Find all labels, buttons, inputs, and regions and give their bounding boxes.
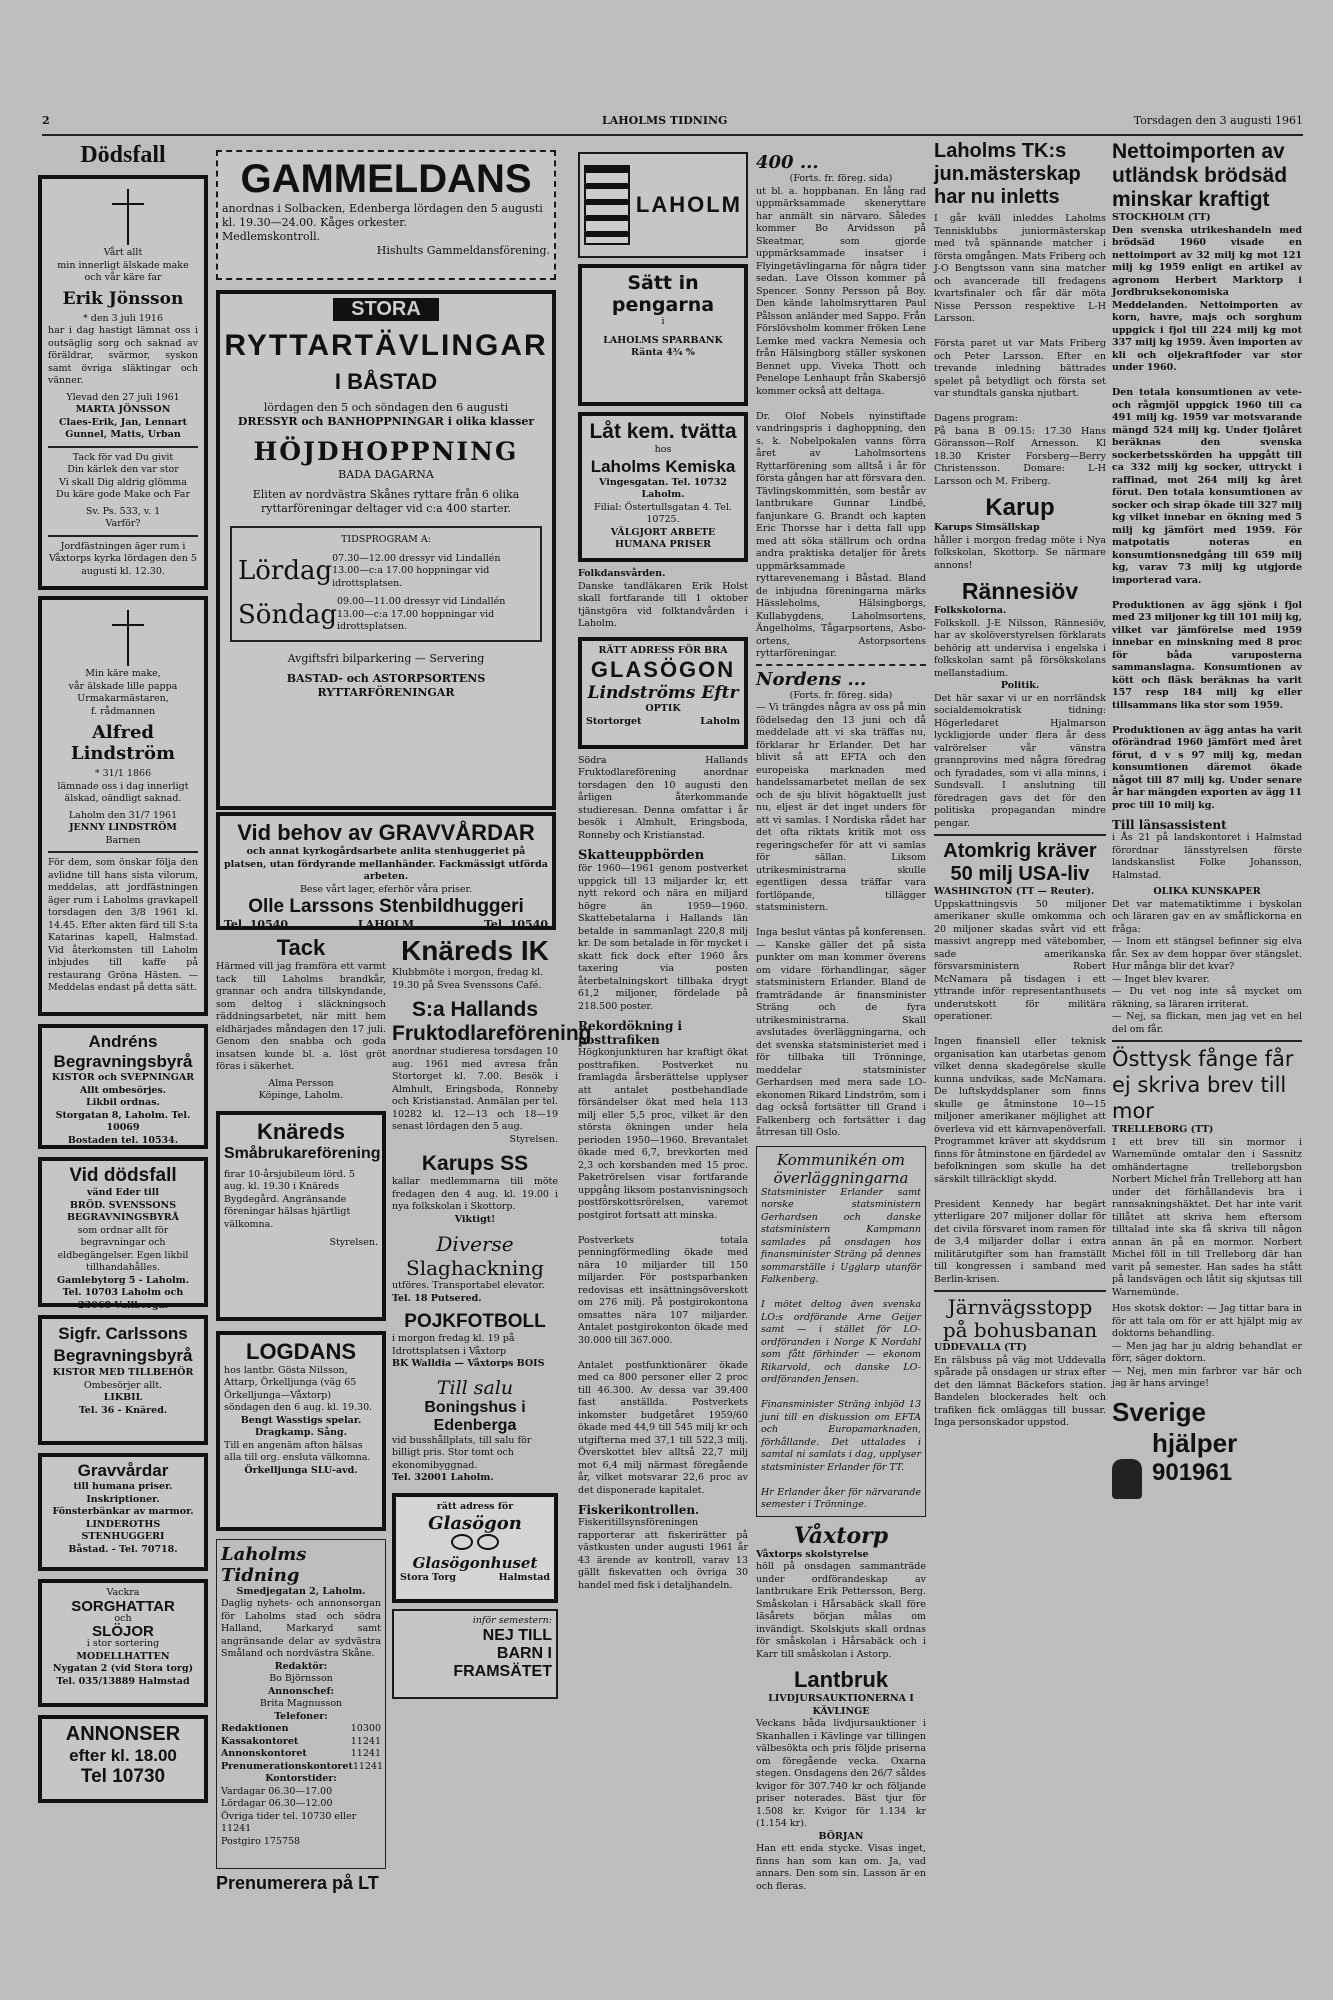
notice-title: Tack: [276, 935, 326, 960]
article-text: höll på onsdagen sammanträde under ordförandeskap av lantbrukare Erik Pettersson, Berg. Småskolan i Hårsabäck skall före läsårets början målas om invändigt. Skolskjuts skall ordnas för småskolan i Hårsabäck och i Karr till småskolan i Astorp.: [756, 1561, 926, 1660]
ad-line: och: [114, 1612, 132, 1624]
ad-name: Lindströms Eftr: [587, 683, 739, 703]
ad-svenssons: [38, 1157, 208, 1311]
ad-line: till humana priser.: [73, 1481, 173, 1492]
subscribe-slogan: Prenumerera på LT: [216, 1872, 379, 1893]
ad-line: pengarna: [611, 294, 715, 316]
article-title: Järnvägsstopp på bohusbanan: [942, 1295, 1098, 1342]
ad-line: LIKBIL: [103, 1392, 143, 1403]
ad-line: BARN I: [496, 1645, 552, 1662]
ad-sign: Styrelsen.: [329, 1237, 378, 1248]
article-text: En rälsbuss på väg mot Uddevalla spårade på onsdagen ur strax efter det den lämnat Bäckefors station. Bandelen blockerades helt och trafiken fick omläggas till bussar. Inga personskador uppstod.: [934, 1354, 1106, 1428]
article-text: — Vi trängdes några av oss på min födelsedag den 13 juni och då meddelade att vi ska träffas nu, förklarar hr Erlander. Det har blivit så att EFTA och den europeiska marknaden med handelssamarbetet mellan de sex och de sju blivit högaktuellt just nu, eljest är det inget unders för att vi samlas. I Nordiska rådet har det ofta riktats kritik mot oss regeringschefer för att vi samlas för sällan. Liksom utrikesministrarna skulle egentligen dessa träffar vara fortlöpande, tillägger statsministern. Inga beslut väntas på konferensen. — Kanske gäller det på sista punkter om man kommer överens om vidare förhandlingar, säger statsministern Erlander. Bland de framträdande är finansminister Sträng och de fyra utrikesministrarna. Skall avslutades överläggningarna, och det svenska statsministeriet med i för tillbaka till Trönninge, meddelar statsminister Gerhardsen med mera sade LO-ekonomen Rikard Lindström, som i dag också fortsätter till Grand i Falkenberg och fortsätter i dag åtrresan till Oslo.: [756, 702, 926, 1138]
ad-name: Laholms Kemiska: [590, 456, 736, 476]
article-text: för 1960—1961 genom postverket uppgick till 13 miljarder kr, ett nytt rekord och nära en miljard högre än 1959—1960. Skattebetalarna i Hallands län betalde in sammanlagt 220,8 milj kr. De som betalade in för mycket i skatt fick dock efter 1960 års taxering via posten återbetalningskort tillbaka drygt 61,2 miljoner, fördelade på 218.500 poster.: [578, 863, 748, 1012]
ad-text: Till en angenäm afton hälsas alla till org. ensluta välkomna.: [224, 1439, 371, 1463]
column-2a: [216, 935, 386, 1955]
notice-text: vid busshållplats, till salu för billigt pris. Stor tomt och ekonomibyggnad.: [392, 1434, 532, 1471]
article-subtitle: Politik.: [1000, 680, 1040, 691]
obit-intro: Vårt allt min innerligt älskade make och vår käre far: [57, 247, 189, 283]
masthead-info: [216, 1539, 386, 1869]
column-obituaries: [38, 142, 208, 1952]
ad-line: Storgatan 8, Laholm. Tel. 10069: [55, 1109, 191, 1133]
ad-text: lördagen den 5 och söndagen den 6 augusti: [263, 401, 509, 414]
ad-line: hos: [654, 444, 672, 455]
page-header: [42, 108, 1303, 136]
program-item: 13.00—c:a 17.00 hoppningar vid idrottsplatsen.: [337, 608, 495, 632]
ad-org: BASTAD- och ASTORPSORTENS RYTTARFÖRENINGAR: [286, 671, 486, 699]
ad-line: KISTOR MED TILLBEHÖR: [52, 1367, 194, 1378]
ad-title: Glasögon: [428, 1513, 522, 1534]
notice-text: BK Walldia — Våxtorps BOIS: [392, 1358, 545, 1369]
notice-text: anordnar studieresa torsdagen 10 aug. 1961 med avresa från Stortorget kl. 7.00. Besök i Almhult, Eringsboda, Ronneby och Kristianstad. Anmälan per tel. 10282 kl. 12—13 och 18—19 senast lördagen den 5 aug.: [392, 1046, 558, 1132]
obit-family: Claes-Erik, Jan, Lennart Gunnel, Matts, Urban: [59, 416, 187, 440]
ad-address: Filial: Östertullsgatan 4. Tel. 10725.: [594, 501, 732, 525]
ad-sparbank: [578, 264, 748, 406]
article-title: 400 ...: [756, 152, 819, 173]
ad-line: Bostaden tel. 10534.: [67, 1134, 179, 1146]
cross-icon: [48, 185, 198, 247]
notice-sign: Styrelsen.: [509, 1133, 558, 1145]
article-text: Det här saxar vi ur en norrländsk socialdemokratisk tidning: Högerledaret Hjalmarson lyckligjorde under flera år dess valrörelser vår vänstra grannprovins med några föredrag och fyradades, som vi alla minns, i Sundsvall. I anslutning till föredragen gavs det för den politiska propagandan mindre pengar.: [934, 692, 1106, 829]
ad-line: Allt ombesörjes.: [79, 1084, 167, 1096]
phone-value: 11241: [350, 1735, 381, 1747]
column-3: [578, 152, 748, 1952]
notice-text: Klubbmöte i morgon, fredag kl. 19.30 på Svea Svenssons Café.: [392, 967, 544, 991]
article-text: På bana B 09.15: 17.30 Hans Göransson—Rolf Arnesson. Kl 18.30 Krister Forsberg—Berry Christensson. Domare: L-H Larsson och M. Friberg.: [934, 425, 1106, 487]
column-5: [934, 140, 1106, 1952]
section-title: Diverse: [436, 1232, 514, 1256]
ad-subtitle: I BÅSTAD: [334, 369, 438, 394]
ad-text: Eliten av nordvästra Skånes ryttare från 6 olika ryttarföreningar deltager vid c:a 400 starter.: [252, 488, 520, 515]
info-line: Redaktör:: [274, 1660, 328, 1672]
phone-label: Kassakontoret: [221, 1735, 299, 1747]
article-subtitle: BÖRJAN: [818, 1830, 864, 1842]
article-title: Rännesiöv: [961, 578, 1079, 604]
ad-title: Låt kem. tvätta: [589, 420, 737, 443]
notice-text: i morgon fredag kl. 19 på Idrottsplatsen i Våxtorp: [392, 1333, 515, 1357]
ad-title: Vid dödsfall: [69, 1165, 177, 1186]
page-number: 2: [42, 114, 50, 127]
article-text: Danske tandläkaren Erik Holst skall fortfarande till 1 oktober tjänstgöra vid folktandvården i Laholm.: [578, 580, 748, 629]
ad-city: Laholm: [700, 715, 740, 727]
ad-phone: Tel. 10540: [483, 918, 548, 931]
article-text: Den svenska utrikeshandeln med brödsäd 1960 visade en nettoimport av 32 milj kg mot 121 milj kg 1959 enligt en artikel av agronom Herbert Marktorp i Jordbruksekonomiska Meddelanden. Nettoimporten av korn, havre, majs och sorghum uppgick i fjol till 224 milj kg mot 337 milj kg 1959. Även importen av kli och oljekraftfoder var stor under 1960. Den totala konsumtionen av vete- och rågmjöl uppgick 1960 till ca 491 milj kg. 1959 var motsvarande mängd 524 milj kg. Under fjolåret beräknas den svenska sockerbetsskörden ha uppgått till ca 332 milj kg socker, uttryckt i raffinad, mot 264 milj kg året förut. Den totala konsumtionen av socker och sirap ökade till 327 milj kg vilket innebar en ökning med 5 milj kg jämfört med 1959. För matpotatis noteras en konsumtionsnedgång till 659 milj kg, varav 73 milj kg utgjorde importerad vara. Produktionen av ägg sjönk i fjol med 23 miljoner kg till 101 milj kg, vilket var jämförelse med 1959 innebar en minskning med 8 proc för båda varuposterna sammanslagna. Konsumtionen av kött och fläsk beräknas ha varit 157 resp 184 milj kg eller tillsammans lika stor som 1959. Produktionen av ägg antas ha varit oförändrad 1960 jämfört med året förut, d v s 97 milj kg, medan konsumtionen däremot ökade något till 87 milj kg. Under senare år har mängden exporten av ägg 11 proc till 10 milj kg.: [1112, 224, 1302, 811]
ad-text: Dragkamp. Sång.: [255, 1427, 347, 1438]
article-title: Skatteuppbörden: [578, 848, 705, 863]
info-line: Telefoner:: [274, 1710, 328, 1722]
ad-title: Knäreds: [256, 1118, 346, 1144]
obit-date: Laholm den 31/7 1961: [68, 809, 178, 821]
notice-text: Härmed vill jag framföra ett varmt tack till Laholms brandkår, grannar och andra tillskyndande, som deltog i släckningsoch räddningsarbetet, när mitt hem eldhärjades måndagen den 17 juli. Genom den snabba och goda insatsen kunde bl. a. löst gröt föras i säkerhet.: [216, 961, 386, 1072]
notice-title: POJKFOTBOLL: [404, 1311, 546, 1332]
ad-line: efter kl. 18.00: [69, 1746, 177, 1765]
program-item: 13.00—c:a 17.00 hoppningar vid idrottsplatsen.: [332, 565, 490, 589]
article-text: Högkonjunkturen har kraftigt ökat posttrafiken. Postverket nu framlagda årsberättelse upplyser att antalet postbehandlade försändelser ökat med hela 113 milj eller 5,5 proc, vilket är den största ökningen under hela perioden 1950—1960. Brevantalet ökade med 6,7, brevkorten med 2,3 och korsbanden med 15 proc. Paketrörelsen visar fortfarande uppgång liksom postanvisningsoch postförskottsrörelsen, varemot postgirot fortsatt att minska. Postverkets totala penningförmedling ökade med nära 10 miljarder till 150 miljarder. För postsparbanken redovisas ett insättningsöverskott om 276 milj. På postgirokontona omsattes nära 107 miljarder. Antalet postgirokonton ökade med 30.000 till 367.000. Antalet postfunktionärer ökade med ca 800 personer eller 2 proc till 46.300. Av dessa var 39.400 fast anställda. Postverkets inkomster budgetåret 1959/60 ökade med 44,9 till 545 milj kr och utgifterna med 37,1 till 522,3 milj. Överskottet blev alltså 22,7 milj mot 6,4 milj närmast föregående år, vilket motsvarar 22,6 proc av det disponerade kapitalet.: [578, 1047, 748, 1496]
ad-line: Båstad. - Tel. 70718.: [68, 1543, 178, 1555]
article-dateline: WASHINGTON (TT — Reuter).: [934, 886, 1095, 897]
ad-logdans: [216, 1331, 386, 1531]
ad-text: firar 10-årsjubileum lörd. 5 aug. kl. 19.30 i Knäreds Bygdegård. Angränsande föreningar hälsas hjärtligt välkomna.: [224, 1168, 355, 1230]
notice-title: Knäreds IK: [401, 935, 549, 966]
info-line: Kontorstider:: [265, 1773, 337, 1784]
article-title: Lantbruk: [793, 1667, 889, 1692]
phone-value: 11241: [352, 1760, 384, 1772]
ad-gravvardar: [38, 1453, 208, 1571]
article-title: Nettoimporten av utländsk brödsäd minskar kraftigt: [1112, 140, 1288, 211]
ad-line: ANNONSER: [65, 1723, 181, 1745]
info-line: Brita Magnusson: [259, 1698, 343, 1709]
ad-line: Vackra: [106, 1587, 140, 1598]
ad-line: inför semestern:: [472, 1614, 552, 1626]
ad-title: LOGDANS: [246, 1338, 356, 1364]
ad-line: NEJ TILL: [482, 1627, 552, 1644]
ad-text: hos lantbr. Gösta Nilsson, Attarp, Örkelljunga (väg 65 Örkelljunga—Våxtorp) söndagen den 6 aug. kl. 19.30.: [224, 1364, 373, 1413]
notice-text: Tel. 18 Putsered.: [392, 1292, 482, 1304]
notice-sign: Viktigt!: [454, 1213, 496, 1225]
ad-line: som ordnar allt för begravningar och eldbegängelser. Egen likbil tillhandahålles.: [57, 1224, 189, 1273]
info-line: Postgiro 175758: [221, 1835, 301, 1847]
ad-address: Vingesgatan. Tel. 10732 Laholm.: [599, 476, 727, 500]
ad-city: Halmstad: [498, 1572, 550, 1583]
notice-text: kallar medlemmarna till möte fredagen den 4 aug. kl. 19.00 i nya folkskolan i Skottorp.: [392, 1176, 558, 1212]
article-text: Det var matematiktimme i byskolan och läraren gav en av småflickorna en fråga: — Inom ett stängsel befinner sig elva får. Sex av dem hoppar över stängslet. Hur många blir det kvar? — Inget blev kvarer. — Du vet nog inte så mycket om räkning, sa läraren irriterat. — Nej, sa flickan, men jag vet en hel del om får.: [1112, 898, 1302, 1035]
info-title: Laholms Tidning: [221, 1543, 307, 1586]
obit-date: Ylevad den 27 juli 1961: [66, 391, 180, 403]
article-dateline: STOCKHOLM (TT): [1112, 212, 1211, 223]
ad-slogan: VÄLGJORT ARBETE HUMANA PRISER: [610, 526, 716, 550]
info-line: Lördagar 06.30—12.00: [221, 1798, 333, 1809]
ad-place: LAHOLM: [357, 918, 415, 931]
ad-line: SORGHATTAR: [71, 1597, 175, 1615]
ad-text: Avgiftsfri bilparkering — Servering: [287, 651, 485, 665]
ad-line: Tel. 10703 Laholm och: [62, 1287, 184, 1298]
column-ads-top: [216, 150, 556, 815]
notice-title: S:a Hallands Fruktodlareförening: [392, 998, 592, 1045]
ad-andrens: [38, 1024, 208, 1149]
article-text: i Ås 21 på landskontoret i Halmstad förordnar länsstyrelsen förste landskanslist Folke Johansson, Halmstad.: [1112, 832, 1302, 881]
ad-line: MODELLHATTEN: [76, 1650, 170, 1662]
obit-signed: JENNY LINDSTRÖM: [69, 822, 177, 833]
ad-sverige-hjalper: [1112, 1397, 1302, 1507]
ad-line: FRAMSÄTET: [453, 1663, 552, 1680]
ad-line: LINDEROTHS STENHUGGERI: [81, 1518, 165, 1542]
obit-name: Erik Jönsson: [62, 288, 184, 309]
ad-line: Gamlebytorg 5 - Laholm.: [56, 1274, 190, 1286]
program-item: 09.00—11.00 dressyr vid Lindallén: [337, 596, 506, 607]
info-line: Smedjegatan 2, Laholm.: [236, 1585, 366, 1597]
ad-line: 901961: [1152, 1458, 1233, 1486]
info-line: Daglig nyhets- och annonsorgan för Laholms stad och södra Halland, Markaryd samt angränsande delar av sydvästra Småland och nordvästra Skåne.: [221, 1598, 381, 1659]
article-title: Kommunikén om överläggningarna: [773, 1150, 909, 1187]
ad-name: Glasögonhuset: [412, 1554, 538, 1572]
ad-ryttartavlingar: [216, 290, 556, 810]
obituary-lindstrom: [38, 596, 208, 1016]
article-text: Hos skotsk doktor: — Jag tittar bara in för att tala om för er att hjälpt mig av doktorns behandling. — Men jag har ju aldrig behandlat er förr, säger doktorn. — Nej, men min farbror var här och jag är hans arvinge!: [1112, 1303, 1302, 1389]
ad-text: Medlemskontroll.: [222, 230, 321, 243]
program-day: Lördag: [238, 556, 333, 587]
ad-name: Olle Larssons Stenbildhuggeri: [248, 896, 524, 917]
obit-poem: Tack för vad Du givit Din kärlek den var stor Vi skall Dig aldrig glömma Du käre gode Make och Far: [55, 451, 190, 500]
obit-family: Barnen: [105, 834, 141, 846]
article-title: Karup: [985, 494, 1055, 521]
article-text: Han ett enda stycke. Visas inget, finns han som kan om. Ja, vad annars. Den som sin. Lasson är en och fleras.: [756, 1843, 926, 1892]
article-subtitle: Folkskolorna.: [934, 605, 1007, 616]
article-text: Fiskeritillsynsföreningen rapporterar att fiskerirätter på västkusten under augusti 1961 år 43 ärende av kontroll, varav 13 gällt fiskevatten och övriga 30 handel med fisk i detaljhandeln.: [578, 1517, 748, 1591]
article-dateline: TRELLEBORG (TT): [1112, 1124, 1214, 1135]
info-line: Vardagar 06.30—17.00: [221, 1785, 333, 1797]
ad-glasogon-lindstrom: [578, 637, 748, 749]
phone-label: Annonskontoret: [221, 1748, 307, 1759]
ad-line: Fönsterbänkar av marmor.: [52, 1506, 194, 1517]
obit-text: lämnade oss i dag innerligt älskad, oändligt saknad.: [57, 780, 189, 804]
ad-title: Andréns Begravningsbyrå: [53, 1032, 193, 1071]
ad-line: hjälper: [1152, 1427, 1238, 1458]
ad-rate: Ränta 4¾ %: [631, 347, 695, 358]
ad-line: Ombesörjer allt.: [83, 1379, 163, 1391]
phone-label: Prenumerationskontoret: [221, 1760, 353, 1772]
obit-name: Alfred Lindström: [70, 722, 176, 764]
article-title: Nordens ...: [756, 668, 867, 690]
ad-line: i: [661, 316, 665, 327]
ad-title: RYTTARTÄVLINGAR: [224, 329, 548, 362]
ad-org: Hishults Gammeldansförening.: [376, 244, 550, 257]
notice-title: Slaghackning: [406, 1256, 544, 1280]
ad-line: rätt adress för: [436, 1500, 514, 1512]
ad-title: Gravvårdar: [77, 1461, 169, 1480]
ad-title: Sigfr. Carlssons Begravningsbyrå: [53, 1324, 193, 1365]
obit-psalm: Sv. Ps. 533, v. 1 Varför?: [85, 505, 161, 529]
ad-line: BEGRAVNINGSBYRÅ: [66, 1212, 180, 1223]
article-text: I ett brev till sin mormor i Warnemünde omtalar den i Sassnitz omhändertagne trelleborgsbon Norbert Michel från Trelleborg att han under det förhållandevis bra i rannsakningshäktet. Det har inte varit tillåtet att skriva hem eftersom tilltalad inte ska få skriva till någon annan än på en mormor. Norbert Michel föll in till Trelleborg där han varit på semester. Han sades ha stått på landsvägen och låtit sig skjutsas till Warnemünde.: [1112, 1136, 1302, 1298]
article-text: håller i morgon fredag möte i Nya folkskolan, Skottorp. Se närmare annons!: [934, 534, 1106, 571]
ad-glasogonhuset: [392, 1493, 558, 1603]
hand-icon: [1112, 1459, 1142, 1499]
issue-date: Torsdagen den 3 augusti 1961: [1133, 114, 1303, 127]
ad-text: DRESSYR och BANHOPPNINGAR i olika klasser: [237, 415, 535, 428]
masthead: LAHOLMS TIDNING: [602, 114, 728, 127]
article-title: Våxtorp: [793, 1522, 889, 1549]
obit-born: * 31/1 1866: [94, 768, 152, 779]
ad-phone: Tel 10730: [80, 1766, 166, 1787]
article-subtitle: (Forts. fr. föreg. sida): [789, 689, 893, 701]
article-title: OLIKA KUNSKAPER: [1153, 886, 1261, 897]
ad-line: Sverige: [1112, 1396, 1206, 1427]
ad-line: RÄTT ADRESS FÖR BRA: [598, 644, 728, 656]
article-title: Atomkrig kräver 50 milj USA-liv: [943, 840, 1097, 885]
ad-text: och annat kyrkogårdsarbete anlita stenhuggeriet på platsen, utan fördyrande mellanhänder. Fackmässigt utförda arbeten.: [224, 846, 548, 882]
section-title: Dödsfall: [80, 142, 166, 168]
ad-line: Inskriptioner.: [86, 1493, 160, 1505]
ad-text: BADA DAGARNA: [338, 468, 434, 481]
ad-title: GAMMELDANS: [240, 157, 532, 201]
info-line: Bo Björnsson: [269, 1673, 333, 1684]
article-text: Södra Hallands Fruktodlareförening anordnar torsdagen den 10 augusti den årligen återkommande studieresan. Denna omfattar i år besök i Almhult, Eringsboda, Ronneby och Kristianstad.: [578, 754, 748, 841]
ad-line: KISTOR och SVEPNINGAR: [51, 1072, 195, 1083]
ad-line: Nygatan 2 (vid Stora torg): [52, 1663, 194, 1674]
phone-value: 11241: [350, 1748, 381, 1759]
article-subtitle: Våxtorps skolstyrelse: [756, 1548, 869, 1560]
ad-gravvardar-olle: [216, 812, 556, 930]
ad-line: i stor sortering: [86, 1638, 160, 1649]
notice-place: Köpinge, Laholm.: [258, 1090, 344, 1101]
ad-org: Örkelljunga SLU-avd.: [244, 1464, 358, 1476]
ad-address: Stora Torg: [400, 1572, 457, 1583]
ad-highlight: HÖJDHOPPNING: [253, 437, 519, 466]
ad-line: SLÖJOR: [92, 1623, 154, 1640]
article-title: Till länsassistent: [1112, 818, 1227, 832]
info-line: Annonschef:: [267, 1685, 335, 1697]
ad-name: LAHOLMS SPARBANK: [603, 334, 723, 346]
sign-laholm: [578, 152, 748, 258]
notice-title: Boningshus i Edenberga: [424, 1398, 526, 1434]
ad-line: vänd Eder till: [87, 1187, 159, 1198]
obit-funeral: Jordfästningen äger rum i Våxtorps kyrka lördagen den 5 augusti kl. 12.30.: [49, 540, 197, 577]
ad-line: Likbil ordnas.: [86, 1097, 160, 1108]
info-line: Övriga tider tel. 10730 eller 11241: [221, 1810, 357, 1834]
article-text: ut bl. a. hoppbanan. En lång rad uppmärksammade skeneryttare har anmält sin närvaro. Således kommer Bo Arvidsson på Skeatmar, som gjorde uppmärksammade insatser i Flyingetävlingarna för några tider sedan. Lave Olsson kommer på Spencer. Sonny Persson på Boy. Den kände laholmsryttaren Paul Pålsson anländer med Sappo. Från Förslövsholm kommer fröken Lene Lemke med vackra Nemesia och från Hälsingborg ställer syskonen Bennet upp. Viveka Thott och Penelope Lenhaupt från Skabersjö kommer också att deltaga. Dr. Olof Nobels nyinstiftade vandringspris i daghoppning, den s. k. Nobelpokalen vanns förra året av Laholmsortens Ryttarförening som alltså i år för första gången har att försvara den. Tävlingskommittén, som består av lantbrukare Gunnar Lindbé, fanjunkare G. Brandt och kapten Eric Thorsse har i detta fall upp med att söka ställrum och ordna andra praktiska detaljer för årets uppmärksammade ryttarevenemang i Båstad. Bland de inbjudna föreningarna märks Hässleholms, Hälsingborgs, Kullabygdens, Laholmsortens, Ängelholms, Tågarpsortens, Asbo-ortens, Astorpsortens ryttarföreningar.: [756, 185, 926, 659]
article-title: Laholms TK:s jun.mästerskap har nu inletts: [934, 140, 1081, 208]
article-title: Östtysk fånge får ej skriva brev till mor: [1112, 1047, 1294, 1123]
ad-line: BRÖD. SVENSSONS: [69, 1199, 177, 1211]
column-2b: [392, 935, 592, 1955]
ad-nej-barn: [392, 1609, 558, 1699]
obit-text: har i dag hastigt lämnat oss i outsäglig sorg och saknad av föräldrar, svärmor, syskon samt övriga släktingar och vänner.: [48, 325, 198, 386]
column-6: [1112, 140, 1302, 1952]
ad-line: Sätt in: [627, 272, 699, 294]
article-text: I går kväll inleddes Laholms Tennisklubbs juniormästerskap med två spännande matcher i första omgången. Mats Friberg och J-O Bengtsson vann sina matcher och avancerade till fredagens kvartsfinaler och får där möta Nisse Persson respektive L-H Larsson. Första paret ut var Mats Friberg och Peter Larsson. Efter en trevande inledning bättrades spelet på betydligt och första set var stundtals ganska njutbart. Dagens program:: [934, 213, 1106, 424]
ad-address: Stortorget: [586, 715, 642, 727]
ad-kemiska: [578, 412, 748, 562]
article-dateline: UDDEVALLA (TT): [934, 1342, 1027, 1353]
ad-line: STORA: [333, 298, 439, 321]
obit-born: * den 3 juli 1916: [82, 312, 163, 324]
program-day: Söndag: [238, 599, 337, 630]
obit-funeral: För dem, som önskar följa den avlidne till hans sista vilorum, meddelas, att jordfästningen äger rum i Laholms gravkapell torsdagen den 3/8 1961 kl. 14.45. Efter akten färd till S:ta Katarinas kapell, Halmstad. Vid återkomsten till Laholm inbjudes till kaffe på restaurang Gröna Hästen. — Meddelas endast på detta sätt.: [48, 857, 198, 993]
column-4: [756, 152, 926, 1952]
ad-text: anordnas i Solbacken, Edenberga lördagen den 5 augusti kl. 19.30—24.00. Kåges orkester.: [222, 202, 543, 229]
ad-line: Tel. 035/13889 Halmstad: [56, 1675, 190, 1687]
ad-line: 23068 Vallberga.: [77, 1299, 169, 1311]
program-item: 07.30—12.00 dressyr vid Lindallén: [332, 552, 501, 564]
phone-label: Redaktionen: [221, 1723, 289, 1734]
ad-text: Bese vårt lager, eferhör våra priser.: [299, 883, 473, 895]
cross-icon: [48, 606, 198, 668]
ad-knareds-smabrukare: [216, 1111, 386, 1321]
communique-box: [756, 1146, 926, 1517]
obit-intro: Min käre make, vår älskade lille pappa Urmakarmästaren, f. rådmannen: [68, 668, 178, 717]
notice-text: utföres. Transportabel elevator.: [392, 1280, 545, 1291]
obit-signed: MARTA JÖNSSON: [75, 404, 171, 415]
ad-subtitle: Småbrukareförening: [224, 1144, 381, 1162]
obituary-jonsson: [38, 175, 208, 590]
article-subtitle: (Forts. fr. föreg. sida): [789, 173, 893, 184]
notice-text: Tel. 32001 Laholm.: [392, 1472, 494, 1483]
notice-title: Karups SS: [421, 1152, 529, 1175]
program-title: TIDSPROGRAM A:: [341, 534, 431, 545]
ad-title: Vid behov av GRAVVÅRDAR: [237, 820, 535, 845]
glasses-icon: [400, 1534, 550, 1554]
ad-sorghattar: [38, 1579, 208, 1707]
ad-title: GLASÖGON: [590, 657, 736, 682]
ad-text: Bengt Wasstigs spelar.: [240, 1414, 362, 1426]
article-title: Folkdansvården.: [578, 568, 666, 579]
article-subtitle: LIVDJURSAUKTIONERNA I KÄVLINGE: [768, 1693, 914, 1717]
ad-gammeldans: [216, 150, 556, 280]
section-title: Till salu: [436, 1376, 514, 1399]
town-sign: LAHOLM: [635, 192, 742, 217]
article-title: Rekordökning i posttrafiken: [578, 1019, 683, 1047]
time-program: [230, 526, 542, 642]
phone-value: 10300: [350, 1723, 381, 1734]
article-title: Fiskerikontrollen.: [578, 1503, 700, 1517]
article-text: Statsminister Erlander samt norske statsministern Gerhardsen och danske statsministern Kampmann samlades på onsdagen hos finansminister Sträng på dennes sommarställe i Ugglarp utanför Falkenberg. I mötet deltog även svenska LO:s ordförande Arne Geijer samt — i stället för LO-ordföranden i Norge K Nordahl som fått förhinder — ekonom Rikarvold, och danske LO-ordföranden Jensen. Finansminister Sträng inbjöd 13 juni till en diskussion om EFTA och Europamarknaden, förhållande. Det uttalades i samtal ni samlats i dag, upplyser statsminister Erlander för TT. Hr Erlander åker för närvarande semester i Trönninge.: [761, 1186, 921, 1510]
article-text: Uppskattningsvis 50 miljoner amerikaner skulle omkomma och 20 miljoner skadas svårt vid ett massivt angrepp med vätebomber, sade amerikanska försvarsministern Robert McNamara på tisdagen i ett yttrande inför representanthusets underutskott för militära operationer. Ingen finansiell eller teknisk organisation kan utarbetas genom vilket denna skadegörelse skulle kunna undvikas, sade McNamara. De luftskyddsplaner som finns skulle ge åtminstone 10—15 miljoner amerikaner möjlighet att överleva vid ett kärnvapenöverfall. Programmet kräver att skyddsrum finns för åtminstone en fjärdedel av befolkningen som skulle ha det särskilt tillräckligt skydd. President Kennedy har begärt ytterligare 207 miljoner dollar för det civila försvaret inom ramen för de 3,4 miljarder dollar i extra militärutgifter som han framställt till kongressen i samband med Berlin-krisen.: [934, 898, 1107, 1285]
coat-of-arms-icon: [584, 165, 630, 245]
ad-carlssons: [38, 1315, 208, 1445]
article-subtitle: Karups Simsällskap: [934, 522, 1040, 533]
ad-line: Tel. 36 - Knäred.: [78, 1404, 168, 1416]
ad-line: OPTIK: [645, 703, 681, 714]
ad-annonser: [38, 1715, 208, 1803]
article-text: Folkskoll. J-E Nilsson, Rännesiöv, har av skolöverstyrelsen förklarats behörig att undervisa i engelska i folkskolan samt på försökskolans mellanstadium.: [934, 617, 1106, 679]
article-text: Veckans båda livdjursauktioner i Skanhallen i Kävlinge var tillingen välbesökta och pris följde priserna om föregående vecka. Oxarna stegen. Onsdagens den 26/7 såldes kvigor för 307.740 kr och följande priser noterades. Bäst tjur för 1.508 kr. Kvigor för 1.134 kr (1.154 kr).: [756, 1718, 926, 1829]
notice-name: Alma Persson: [268, 1077, 334, 1089]
ad-phone: Tel. 10540: [224, 918, 289, 931]
